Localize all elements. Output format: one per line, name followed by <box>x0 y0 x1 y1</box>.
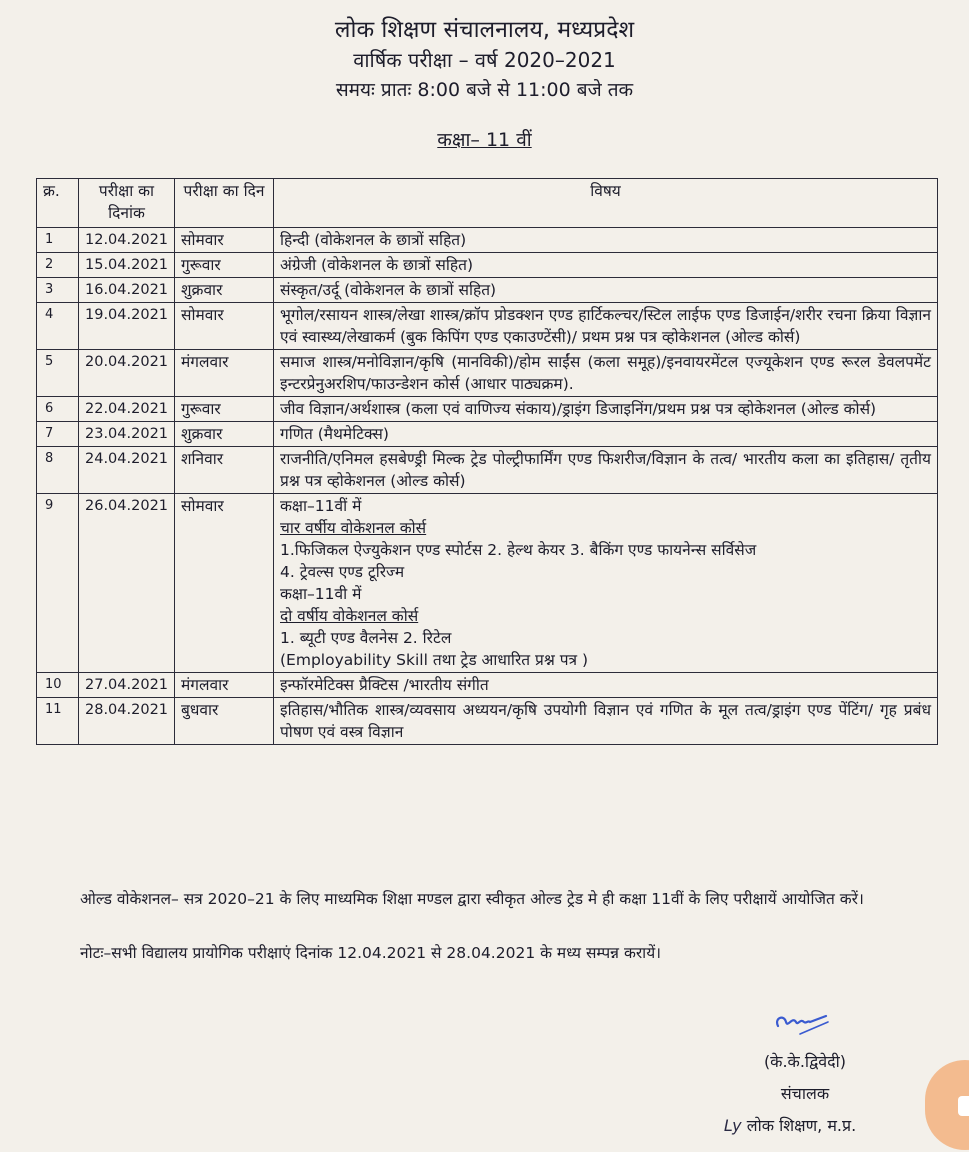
table-row <box>37 698 938 745</box>
row-day: मंगलवार <box>175 673 274 698</box>
row-date: 12.04.2021 <box>79 228 175 253</box>
row-day: गुरूवार <box>175 253 274 278</box>
row-subject: हिन्दी (वोकेशनल के छात्रों सहित) <box>274 228 938 253</box>
row-date: 20.04.2021 <box>79 350 175 397</box>
row-date: 16.04.2021 <box>79 278 175 303</box>
exam-schedule-table <box>36 178 938 745</box>
subject-line: 1.फिजिकल ऐज्युकेशन एण्ड स्पोर्टस 2. हेल्थ केयर 3. बैकिंग एण्ड फायनेन्स सर्विसेज <box>280 541 757 559</box>
row-date: 26.04.2021 <box>79 494 175 673</box>
row-subject: जीव विज्ञान/अर्थशास्त्र (कला एवं वाणिज्य संकाय)/ड्राइंग डिजाइनिंग/प्रथम प्रश्न पत्र व्होकेशनल (ओल्ड कोर्स) <box>274 397 938 422</box>
table-row <box>37 228 938 253</box>
table-row <box>37 673 938 698</box>
initial-mark: Ly <box>723 1116 742 1135</box>
subject-line: कक्षा–11वी में <box>280 585 362 603</box>
row-subject: इन्फॉरमेटिक्स प्रैक्टिस /भारतीय संगीत <box>274 673 938 698</box>
row-date: 19.04.2021 <box>79 303 175 350</box>
row-date: 15.04.2021 <box>79 253 175 278</box>
row-sn: 10 <box>37 673 79 698</box>
exam-time: समयः प्रातः 8:00 बजे से 11:00 बजे तक <box>335 79 634 101</box>
row-day: सोमवार <box>175 494 274 673</box>
row-sn: 5 <box>37 350 79 397</box>
row-subject: अंग्रेजी (वोकेशनल के छात्रों सहित) <box>274 253 938 278</box>
table-row <box>37 494 938 673</box>
signatory-name: (के.के.द्विवेदी) <box>763 1052 847 1071</box>
row-sn: 4 <box>37 303 79 350</box>
row-sn: 2 <box>37 253 79 278</box>
row-date: 28.04.2021 <box>79 698 175 745</box>
row-date: 24.04.2021 <box>79 447 175 494</box>
row-day: शुक्रवार <box>175 422 274 447</box>
subject-line: चार वर्षीय वोकेशनल कोर्स <box>280 519 427 537</box>
row-day: शुक्रवार <box>175 278 274 303</box>
col-header-date: परीक्षा का दिनांक <box>79 179 175 228</box>
row-subject: समाज शास्त्र/मनोविज्ञान/कृषि (मानविकी)/होम साईंस (कला समूह)/इनवायरमेंटल एज्यूकेशन एण्ड रूरल डेवलपमेंट इन्टरप्रेनुअरशिप/फाउन्डेशन कोर्स (आधार पाठ्यक्रम). <box>274 350 938 397</box>
row-day: सोमवार <box>175 228 274 253</box>
row-subject: राजनीति/एनिमल हसबेण्ड्री मिल्क ट्रेड पोल्ट्रीफार्मिंग एण्ड फिशरीज/विज्ञान के तत्व/ भारतीय कला का इतिहास/ तृतीय प्रश्न पत्र व्होकेशनल (ओल्ड कोर्स) <box>274 447 938 494</box>
row-sn: 7 <box>37 422 79 447</box>
table-row <box>37 422 938 447</box>
chat-icon <box>958 1096 969 1116</box>
row-day: बुधवार <box>175 698 274 745</box>
row-sn: 8 <box>37 447 79 494</box>
row-sn: 3 <box>37 278 79 303</box>
row-subject: संस्कृत/उर्दू (वोकेशनल के छात्रों सहित) <box>274 278 938 303</box>
table-row <box>37 447 938 494</box>
old-vocational-note: ओल्ड वोकेशनल– सत्र 2020–21 के लिए माध्यमिक शिक्षा मण्डल द्वारा स्वीकृत ओल्ड ट्रेड मे ही कक्षा 11वीं के लिए परीक्षायें आयोजित करें। <box>80 890 864 908</box>
class-heading-text: कक्षा– 11 वीं <box>437 129 532 151</box>
row-subject: इतिहास/भौतिक शास्त्र/व्यवसाय अध्ययन/कृषि उपयोगी विज्ञान एवं गणित के मूल तत्व/ड्राइंग एण्ड पेंटिंग/ गृह प्रबंध पोषण एवं वस्त्र विज्ञान <box>274 698 938 745</box>
table-row <box>37 350 938 397</box>
subject-line: 4. ट्रेवल्स एण्ड टूरिज्म <box>280 563 405 581</box>
row-sn: 1 <box>37 228 79 253</box>
row-date: 27.04.2021 <box>79 673 175 698</box>
signatory-office-text: लोक शिक्षण, म.प्र. <box>746 1116 857 1135</box>
table-header-row <box>37 179 938 228</box>
class-heading <box>0 126 969 152</box>
row-day: गुरूवार <box>175 397 274 422</box>
practical-exam-note: नोटः–सभी विद्यालय प्रायोगिक परीक्षाएं दिनांक 12.04.2021 से 28.04.2021 के मध्य सम्पन्न करायें। <box>80 944 662 962</box>
subject-line: दो वर्षीय वोकेशनल कोर्स <box>280 607 419 625</box>
row-subject <box>274 494 938 673</box>
signatory-title: संचालक <box>780 1084 830 1103</box>
table-row <box>37 278 938 303</box>
row-date: 22.04.2021 <box>79 397 175 422</box>
col-header-sn: क्र. <box>37 179 79 228</box>
row-day: सोमवार <box>175 303 274 350</box>
row-subject: भूगोल/रसायन शास्त्र/लेखा शास्त्र/क्रॉप प्रोडक्शन एण्ड हार्टिकल्चर/स्टिल लाईफ एण्ड डिजाईन/शरीर रचना क्रिया विज्ञान एवं स्वास्थ्य/लेखाकर्म (बुक किपिंग एण्ड एकाउण्टेंसी)/ प्रथम प्रश्न पत्र व्होकेशनल (ओल्ड कोर्स) <box>274 303 938 350</box>
subject-line: (Employability Skill तथा ट्रेड आधारित प्रश्न पत्र ) <box>280 651 589 669</box>
table-row <box>37 303 938 350</box>
row-sn: 9 <box>37 494 79 673</box>
col-header-day: परीक्षा का दिन <box>175 179 274 228</box>
exam-title: वार्षिक परीक्षा – वर्ष 2020–2021 <box>353 48 616 72</box>
row-day: शनिवार <box>175 447 274 494</box>
table-row <box>37 253 938 278</box>
row-subject: गणित (मैथमेटिक्स) <box>274 422 938 447</box>
row-date: 23.04.2021 <box>79 422 175 447</box>
signature-mark <box>770 1008 830 1040</box>
subject-line: 1. ब्यूटी एण्ड वैलनेस 2. रिटेल <box>280 629 452 647</box>
row-sn: 6 <box>37 397 79 422</box>
row-day: मंगलवार <box>175 350 274 397</box>
signatory-office <box>700 1114 880 1136</box>
col-header-subject: विषय <box>274 179 938 228</box>
table-row <box>37 397 938 422</box>
subject-line: कक्षा–11वीं में <box>280 497 362 515</box>
office-title: लोक शिक्षण संचालनालय, मध्यप्रदेश <box>334 17 635 43</box>
row-sn: 11 <box>37 698 79 745</box>
